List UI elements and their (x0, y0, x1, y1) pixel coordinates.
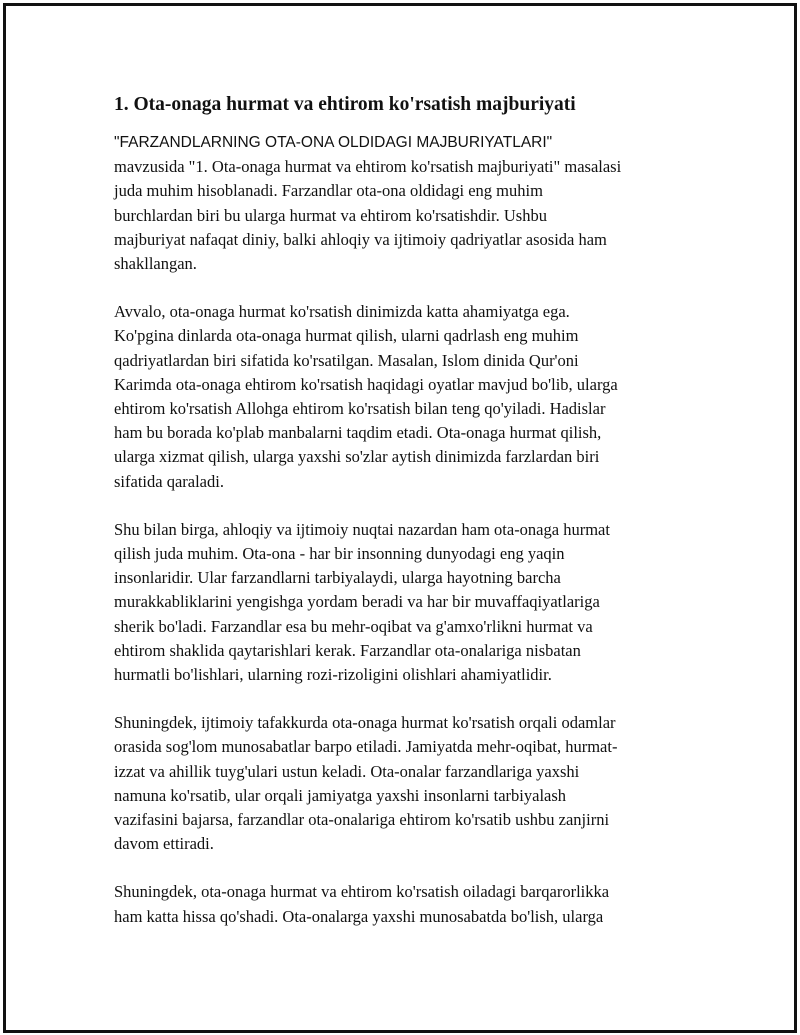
paragraph-4 (114, 711, 694, 856)
paragraph-line: vazifasini bajarsa, farzandlar ota-onalariga ehtirom ko'rsatib ushbu zanjirni (114, 810, 610, 830)
paragraph-line: izzat va ahillik tuyg'ulari ustun keladi. Ota-onalar farzandlariga yaxshi (114, 761, 580, 781)
paragraph-line: Karimda ota-onaga ehtirom ko'rsatish haqidagi oyatlar mavjud bo'lib, ularga (114, 374, 618, 394)
paragraph-line: sherik bo'ladi. Farzandlar esa bu mehr-oqibat va g'amxo'rlikni hurmat va (114, 616, 593, 636)
paragraph-1 (114, 131, 694, 276)
paragraph-line: qilish juda muhim. Ota-ona - har bir insonning dunyodagi eng yaqin (114, 544, 565, 564)
paragraph-line: sifatida qaraladi. (114, 471, 224, 491)
paragraph-5 (114, 880, 694, 928)
paragraph-line: Shu bilan birga, ahloqiy va ijtimoiy nuqtai nazardan ham ota-onaga hurmat (114, 519, 610, 539)
paragraph-line: ehtirom ko'rsatish Allohga ehtirom ko'rsatish bilan teng qo'yiladi. Hadislar (114, 399, 606, 419)
paragraph-line: hurmatli bo'lishlari, ularning rozi-rizoligini olishlari ahamiyatlidir. (114, 665, 552, 685)
paragraph-line: Ko'pgina dinlarda ota-onaga hurmat qilish, ularni qadrlash eng muhim (114, 326, 579, 346)
paragraph-line: juda muhim hisoblanadi. Farzandlar ota-ona oldidagi eng muhim (114, 181, 543, 201)
paragraph-line: ham katta hissa qo'shadi. Ota-onalarga yaxshi munosabatda bo'lish, ularga (114, 906, 604, 926)
paragraph-line: orasida sog'lom munosabatlar barpo etiladi. Jamiyatda mehr-oqibat, hurmat- (114, 737, 618, 757)
section-heading: 1. Ota-onaga hurmat va ehtirom ko'rsatish majburiyati (114, 94, 576, 115)
paragraph-line: burchlardan biri bu ularga hurmat va ehtirom ko'rsatishdir. Ushbu (114, 205, 547, 225)
paragraph-line: ham bu borada ko'plab manbalarni taqdim etadi. Ota-onaga hurmat qilish, (114, 423, 602, 443)
paragraph-2 (114, 300, 694, 494)
paragraph-line: insonlaridir. Ular farzandlarni tarbiyalaydi, ularga hayotning barcha (114, 568, 561, 588)
paragraph-line: ehtirom shaklida qaytarishlari kerak. Farzandlar ota-onalariga nisbatan (114, 640, 581, 660)
document-body (114, 92, 694, 953)
paragraph-line: qadriyatlardan biri sifatida ko'rsatilgan. Masalan, Islom dinida Qur'oni (114, 350, 579, 370)
paragraph-line: Avvalo, ota-onaga hurmat ko'rsatish dinimizda katta ahamiyatga ega. (114, 302, 570, 322)
paragraph-line: shakllangan. (114, 254, 197, 274)
paragraph-3 (114, 518, 694, 687)
paragraph-line: namuna ko'rsatib, ular orqali jamiyatga yaxshi insonlarni tarbiyalash (114, 785, 567, 805)
paragraph-line: mavzusida "1. Ota-onaga hurmat va ehtirom ko'rsatish majburiyati" masalasi (114, 157, 622, 177)
paragraph-line: murakkabliklarini yengishga yordam beradi va har bir muvaffaqiyatlariga (114, 592, 600, 612)
paragraph-line: majburiyat nafaqat diniy, balki ahloqiy va ijtimoiy qadriyatlar asosida ham (114, 229, 607, 249)
paragraph-line: Shuningdek, ota-onaga hurmat va ehtirom ko'rsatish oiladagi barqarorlikka (114, 882, 610, 902)
paragraph-line: "FARZANDLARNING OTA-ONA OLDIDAGI MAJBURIYATLARI" (114, 134, 553, 151)
paragraph-line: davom ettiradi. (114, 834, 214, 854)
paragraph-line: Shuningdek, ijtimoiy tafakkurda ota-onaga hurmat ko'rsatish orqali odamlar (114, 713, 616, 733)
paragraph-line: ularga xizmat qilish, ularga yaxshi so'zlar aytish dinimizda farzlardan biri (114, 447, 600, 467)
